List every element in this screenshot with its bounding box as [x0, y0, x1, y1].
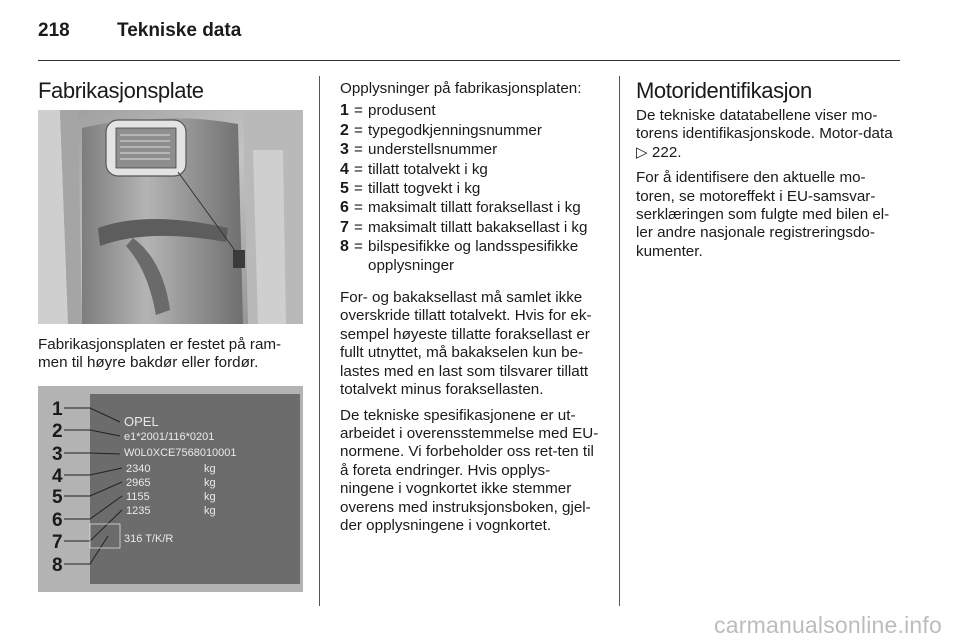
plate-number-4: 4: [52, 466, 63, 487]
page-reference-link[interactable]: 222.: [651, 143, 682, 161]
list-item-text: tillatt togvekt i kg: [368, 180, 481, 198]
section-title-motoridentifikasjon: Motoridentifikasjon: [636, 78, 812, 103]
list-item: 5 = tillatt togvekt i kg: [340, 180, 602, 198]
list-item-number: 7: [340, 218, 349, 236]
page-header-title: Tekniske data: [117, 20, 242, 41]
right-column: [636, 78, 902, 268]
plate-info-intro: Opplysninger på fabrikasjonsplaten:: [340, 80, 582, 97]
list-item-number: 1: [340, 102, 349, 120]
plate-info-list: [340, 102, 602, 275]
list-item: 7 = maksimalt tillatt bakaksellast i kg: [340, 219, 602, 237]
plate-line-type-approval: e1*2001/116*0201: [124, 431, 215, 443]
axle-load-paragraph: For- og bakaksellast må samlet ikke overskride tillatt totalvekt. Hvis for ek-sempel høyeste tillatte foraksellast er fullt utnyttet, må bakakselen kun be-lastes med en last som tilsvarer tillatt totalvekt minus foraksellasten.: [340, 289, 592, 399]
list-item-text: maksimalt tillatt foraksellast i kg: [368, 199, 581, 217]
list-item-text: bilspesifikke og landsspesifikke opplysninger: [368, 238, 579, 274]
engine-id-text: De tekniske datatabellene viser mo-torens identifikasjonskode. Motor-data: [636, 107, 893, 143]
plate-line-vin: W0L0XCE7568010001: [124, 447, 237, 459]
plate-unit-3: kg: [204, 491, 216, 503]
watermark: carmanualsonline.info: [714, 612, 942, 638]
list-item-number: 2: [340, 121, 349, 139]
list-item: 6 = maksimalt tillatt foraksellast i kg: [340, 199, 602, 217]
plate-number-7: 7: [52, 532, 63, 553]
middle-column: [340, 80, 602, 542]
plate-number-3: 3: [52, 444, 63, 465]
list-item-number: 8: [340, 238, 349, 256]
photo-caption: Fabrikasjonsplaten er festet på ram-men til høyre bakdør eller fordør.: [38, 336, 282, 372]
plate-number-1: 1: [52, 399, 63, 420]
plate-number-5: 5: [52, 487, 63, 508]
left-column: [38, 78, 308, 104]
page-number: 218: [38, 20, 70, 41]
list-item-text: typegodkjenningsnummer: [368, 121, 542, 139]
photo-caption-block: [38, 336, 304, 380]
list-item: 4 = tillatt totalvekt i kg: [340, 161, 602, 179]
plate-line-manufacturer: OPEL: [124, 414, 159, 429]
plate-line-rear-axle: 1235: [126, 505, 151, 517]
list-item: 1 = produsent: [340, 102, 602, 120]
specifications-paragraph: De tekniske spesifikasjonene er ut-arbeidet i overensstemmelse med EU-normene. Vi forbeholder oss ret-ten til å foreta endringer. Hvis opplys-ningene i vognkortet ikke stemmer overens med instruksjonsboken, gjel-der opplysningene i vognkortet.: [340, 406, 599, 534]
list-item-text: maksimalt tillatt bakaksellast i kg: [368, 218, 588, 236]
plate-number-8: 8: [52, 555, 63, 576]
plate-line-gross-weight: 2340: [126, 463, 151, 475]
column-divider-left: [319, 76, 320, 606]
door-frame-photo: [38, 110, 303, 324]
plate-bottom-code: 316 T/K/R: [124, 533, 174, 545]
identification-plate-figure: [38, 386, 303, 592]
list-item-number: 6: [340, 199, 349, 217]
plate-line-front-axle: 1155: [126, 491, 150, 503]
plate-unit-4: kg: [204, 505, 216, 517]
section-title-fabrikasjonsplate: Fabrikasjonsplate: [38, 78, 204, 103]
page-ref-icon: ▷: [636, 143, 648, 161]
list-item: 8 = bilspesifikke og landsspesifikke opplysninger: [340, 238, 602, 275]
engine-id-paragraph: [636, 107, 902, 162]
header-rule: [38, 60, 900, 61]
plate-unit-2: kg: [204, 477, 216, 489]
list-item-text: understellsnummer: [368, 141, 498, 159]
list-item-number: 5: [340, 180, 349, 198]
column-divider-right: [619, 76, 620, 606]
list-item: 3 = understellsnummer: [340, 141, 602, 159]
plate-number-2: 2: [52, 421, 63, 442]
plate-unit-1: kg: [204, 463, 216, 475]
list-item: 2 = typegodkjenningsnummer: [340, 122, 602, 140]
list-item-number: 4: [340, 160, 349, 178]
list-item-text: produsent: [368, 102, 436, 120]
plate-line-train-weight: 2965: [126, 477, 151, 489]
engine-identify-paragraph: For å identifisere den aktuelle mo-toren, se motoreffekt i EU-samsvar-serklæringen som fulgte med bilen el-ler andre nasjonale registreringsdo-kumenter.: [636, 169, 890, 260]
plate-number-6: 6: [52, 510, 63, 531]
list-item-number: 3: [340, 141, 349, 159]
list-item-text: tillatt totalvekt i kg: [368, 160, 488, 178]
